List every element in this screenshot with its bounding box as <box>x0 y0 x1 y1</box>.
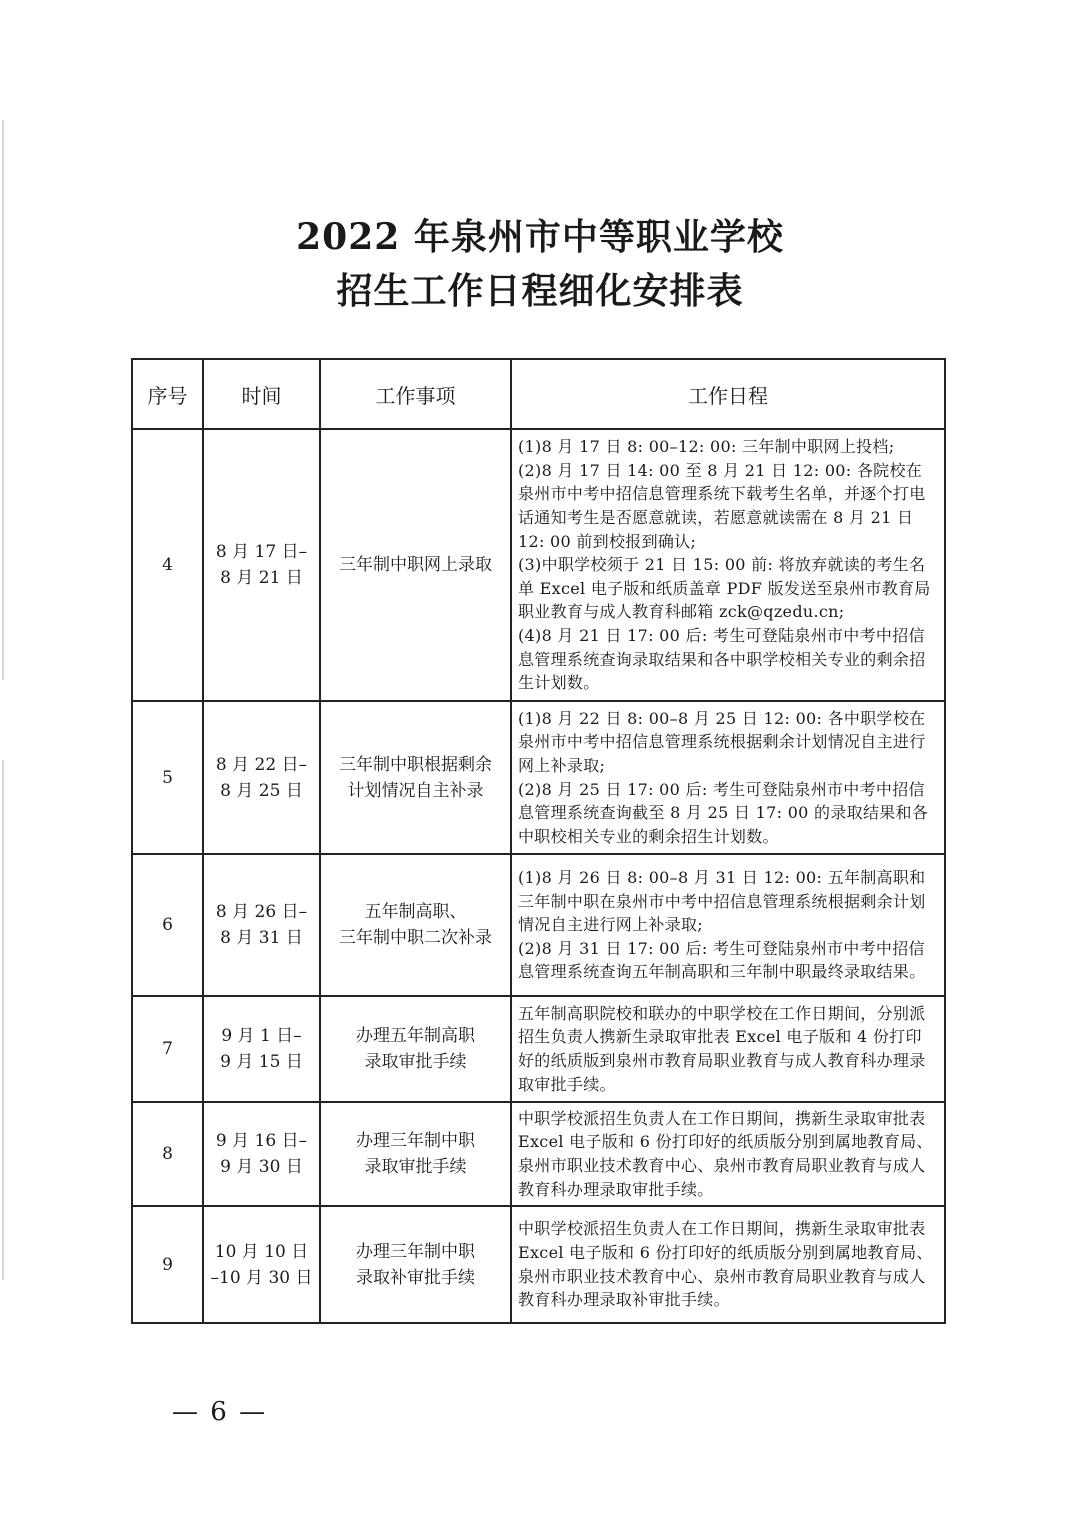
row-item: 办理五年制高职 录取审批手续 <box>320 996 511 1102</box>
table-row <box>132 701 945 854</box>
row-index: 9 <box>132 1206 203 1323</box>
row-time: 9 月 1 日– 9 月 15 日 <box>203 996 320 1102</box>
row-index: 8 <box>132 1102 203 1206</box>
detail-line: (2)8 月 17 日 14: 00 至 8 月 21 日 12: 00: 各院校在泉州市中考中招信息管理系统下载考生名单，并逐个打电话通知考生是否愿意就读，若愿意就读需在 8 月 21 日 12: 00 前到校报到确认; <box>518 460 926 551</box>
schedule-table <box>131 358 946 1324</box>
row-details <box>511 429 945 701</box>
header-time: 时间 <box>203 359 320 429</box>
row-time: 8 月 22 日– 8 月 25 日 <box>203 701 320 854</box>
detail-line: (4)8 月 21 日 17: 00 后: 考生可登陆泉州市中考中招信息管理系统查询录取结果和各中职学校相关专业的剩余招生计划数。 <box>518 625 926 693</box>
row-index: 5 <box>132 701 203 854</box>
row-item: 办理三年制中职 录取审批手续 <box>320 1102 511 1206</box>
table-row <box>132 429 945 701</box>
page-title <box>0 210 1080 318</box>
row-item: 五年制高职、 三年制中职二次补录 <box>320 854 511 996</box>
scan-edge-mark <box>2 120 4 680</box>
detail-line: (2)8 月 31 日 17: 00 后: 考生可登陆泉州市中考中招信息管理系统查询五年制高职和三年制中职最终录取结果。 <box>518 938 926 982</box>
table-header-row <box>132 359 945 429</box>
detail-line: (1)8 月 22 日 8: 00–8 月 25 日 12: 00: 各中职学校在泉州市中考中招信息管理系统根据剩余计划情况自主进行网上补录取; <box>518 708 926 775</box>
row-index: 7 <box>132 996 203 1102</box>
title-line-2: 招生工作日程细化安排表 <box>336 270 744 312</box>
page-number: — 6 — <box>172 1397 268 1427</box>
table-row <box>132 854 945 996</box>
row-details <box>511 1206 945 1323</box>
scan-edge-mark <box>2 760 4 1280</box>
table-row <box>132 1102 945 1206</box>
row-index: 4 <box>132 429 203 701</box>
row-time: 10 月 10 日 –10 月 30 日 <box>203 1206 320 1323</box>
detail-line: (3)中职学校须于 21 日 15: 00 前: 将放弃就读的考生名单 Excel 电子版和纸质盖章 PDF 版发送至泉州市教育局职业教育与成人教育科邮箱 zck@qzedu.cn; <box>518 555 931 622</box>
row-item: 三年制中职网上录取 <box>320 429 511 701</box>
detail-line: 中职学校派招生负责人在工作日期间，携新生录取审批表 Excel 电子版和 6 份打印好的纸质版分别到属地教育局、泉州市职业技术教育中心、泉州市教育局职业教育与成人教育科办理录取补审批手续。 <box>518 1219 933 1310</box>
detail-line: (1)8 月 17 日 8: 00–12: 00: 三年制中职网上投档; <box>518 437 895 457</box>
title-line-1: 2022 年泉州市中等职业学校 <box>296 216 784 258</box>
row-time: 8 月 17 日– 8 月 21 日 <box>203 429 320 701</box>
detail-line: (1)8 月 26 日 8: 00–8 月 31 日 12: 00: 五年制高职和三年制中职在泉州市中考中招信息管理系统根据剩余计划情况自主进行网上补录取; <box>518 868 926 935</box>
row-details <box>511 854 945 996</box>
detail-line: (2)8 月 25 日 17: 00 后: 考生可登陆泉州市中考中招信息管理系统查询截至 8 月 25 日 17: 00 的录取结果和各中职校相关专业的剩余招生计划数。 <box>518 779 929 846</box>
table-row <box>132 1206 945 1323</box>
row-time: 8 月 26 日– 8 月 31 日 <box>203 854 320 996</box>
header-schedule: 工作日程 <box>511 359 945 429</box>
row-details <box>511 1102 945 1206</box>
header-index: 序号 <box>132 359 203 429</box>
row-time: 9 月 16 日– 9 月 30 日 <box>203 1102 320 1206</box>
row-item: 三年制中职根据剩余 计划情况自主补录 <box>320 701 511 854</box>
row-index: 6 <box>132 854 203 996</box>
detail-line: 五年制高职院校和联办的中职学校在工作日期间，分别派招生负责人携新生录取审批表 Excel 电子版和 4 份打印好的纸质版到泉州市教育局职业教育与成人教育科办理录取审批手续。 <box>518 1003 926 1094</box>
table-row <box>132 996 945 1102</box>
detail-line: 中职学校派招生负责人在工作日期间，携新生录取审批表 Excel 电子版和 6 份打印好的纸质版分别到属地教育局、泉州市职业技术教育中心、泉州市教育局职业教育与成人教育科办理录取审批手续。 <box>518 1108 933 1199</box>
header-item: 工作事项 <box>320 359 511 429</box>
row-details <box>511 996 945 1102</box>
row-details <box>511 701 945 854</box>
row-item: 办理三年制中职 录取补审批手续 <box>320 1206 511 1323</box>
